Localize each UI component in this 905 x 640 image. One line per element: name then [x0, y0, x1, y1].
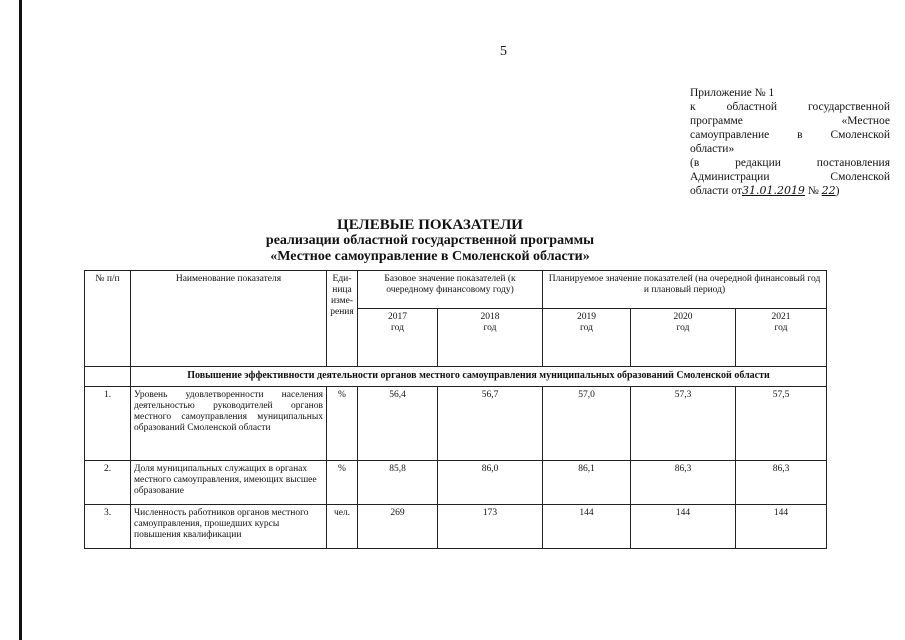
- row-unit: чел.: [327, 505, 358, 549]
- appendix-date-prefix: области от: [690, 185, 742, 197]
- heading-line-2: реализации областной государственной программы: [265, 233, 595, 248]
- header-base: Базовое значение показателей (к очередному финансовому году): [358, 271, 543, 309]
- row-value: 144: [736, 505, 827, 549]
- row-value: 56,7: [438, 387, 543, 461]
- header-name: Наименование показателя: [131, 271, 327, 367]
- row-name: Уровень удовлетворенности населения деятельностью руководителей органов местного самоуправления муниципальных образований Смоленской области: [131, 387, 327, 461]
- row-num: 1.: [85, 387, 131, 461]
- appendix-note: [690, 86, 890, 198]
- row-name: Доля муниципальных служащих в органах местного самоуправления, имеющих высшее образование: [131, 461, 327, 505]
- year-value: 2018: [480, 312, 500, 322]
- header-unit: [327, 271, 358, 367]
- row-value: 86,3: [736, 461, 827, 505]
- row-value: 144: [543, 505, 631, 549]
- year-value: 2020: [673, 312, 693, 322]
- row-value: 57,5: [736, 387, 827, 461]
- row-value: 86,1: [543, 461, 631, 505]
- appendix-line: (в редакции постановления: [690, 157, 890, 169]
- number-label: №: [807, 185, 819, 197]
- header-year: [543, 309, 631, 367]
- year-word: год: [580, 323, 593, 333]
- row-name: Численность работников органов местного самоуправления, прошедших курсы повышения квалификации: [131, 505, 327, 549]
- table-row: [85, 387, 827, 461]
- year-word: год: [483, 323, 497, 333]
- header-year: [631, 309, 736, 367]
- indicators-table: [84, 270, 827, 549]
- section-spacer: [85, 367, 131, 387]
- row-value: 173: [438, 505, 543, 549]
- row-num: 2.: [85, 461, 131, 505]
- header-unit-line: изме-: [330, 296, 354, 306]
- handwritten-number: 22: [821, 184, 836, 197]
- row-value: 56,4: [358, 387, 438, 461]
- year-value: 2019: [577, 312, 596, 322]
- appendix-line: к областной государственной: [690, 101, 890, 113]
- header-unit-line: рения: [330, 307, 354, 317]
- row-unit: %: [327, 387, 358, 461]
- year-value: 2017: [388, 312, 407, 322]
- row-value: 269: [358, 505, 438, 549]
- page-number: 5: [500, 44, 507, 59]
- handwritten-date: 31.01.2019: [741, 184, 805, 197]
- heading-title: ЦЕЛЕВЫЕ ПОКАЗАТЕЛИ: [337, 217, 523, 233]
- table-row: [85, 461, 827, 505]
- header-year: [736, 309, 827, 367]
- header-num: № п/п: [85, 271, 131, 367]
- header-year: [438, 309, 543, 367]
- row-value: 57,3: [631, 387, 736, 461]
- scan-edge-bar: [19, 0, 22, 640]
- year-value: 2021: [771, 312, 791, 322]
- section-title: Повышение эффективности деятельности органов местного самоуправления муниципальных образований Смоленской области: [131, 367, 827, 387]
- appendix-line: программе «Местное: [690, 115, 890, 127]
- row-value: 86,0: [438, 461, 543, 505]
- year-word: год: [676, 323, 690, 333]
- year-word: год: [774, 323, 788, 333]
- row-value: 85,8: [358, 461, 438, 505]
- heading-line-3: «Местное самоуправление в Смоленской области»: [270, 249, 590, 264]
- close-paren: ): [835, 185, 840, 197]
- appendix-line: Администрации Смоленской: [690, 171, 890, 183]
- row-value: 144: [631, 505, 736, 549]
- appendix-line: самоуправление в Смоленской: [690, 129, 890, 141]
- row-num: 3.: [85, 505, 131, 549]
- row-value: 57,0: [543, 387, 631, 461]
- row-value: 86,3: [631, 461, 736, 505]
- appendix-date-line: [690, 184, 890, 198]
- row-unit: %: [327, 461, 358, 505]
- appendix-line: области»: [690, 143, 735, 155]
- header-unit-line: ница: [332, 285, 352, 295]
- appendix-line: Приложение № 1: [690, 87, 775, 99]
- year-word: год: [391, 323, 404, 333]
- header-planned: Планируемое значение показателей (на очередной финансовый год и плановый период): [543, 271, 827, 309]
- header-year: [358, 309, 438, 367]
- header-unit-line: Еди-: [332, 274, 352, 284]
- document-heading: [130, 217, 730, 265]
- table-row: [85, 505, 827, 549]
